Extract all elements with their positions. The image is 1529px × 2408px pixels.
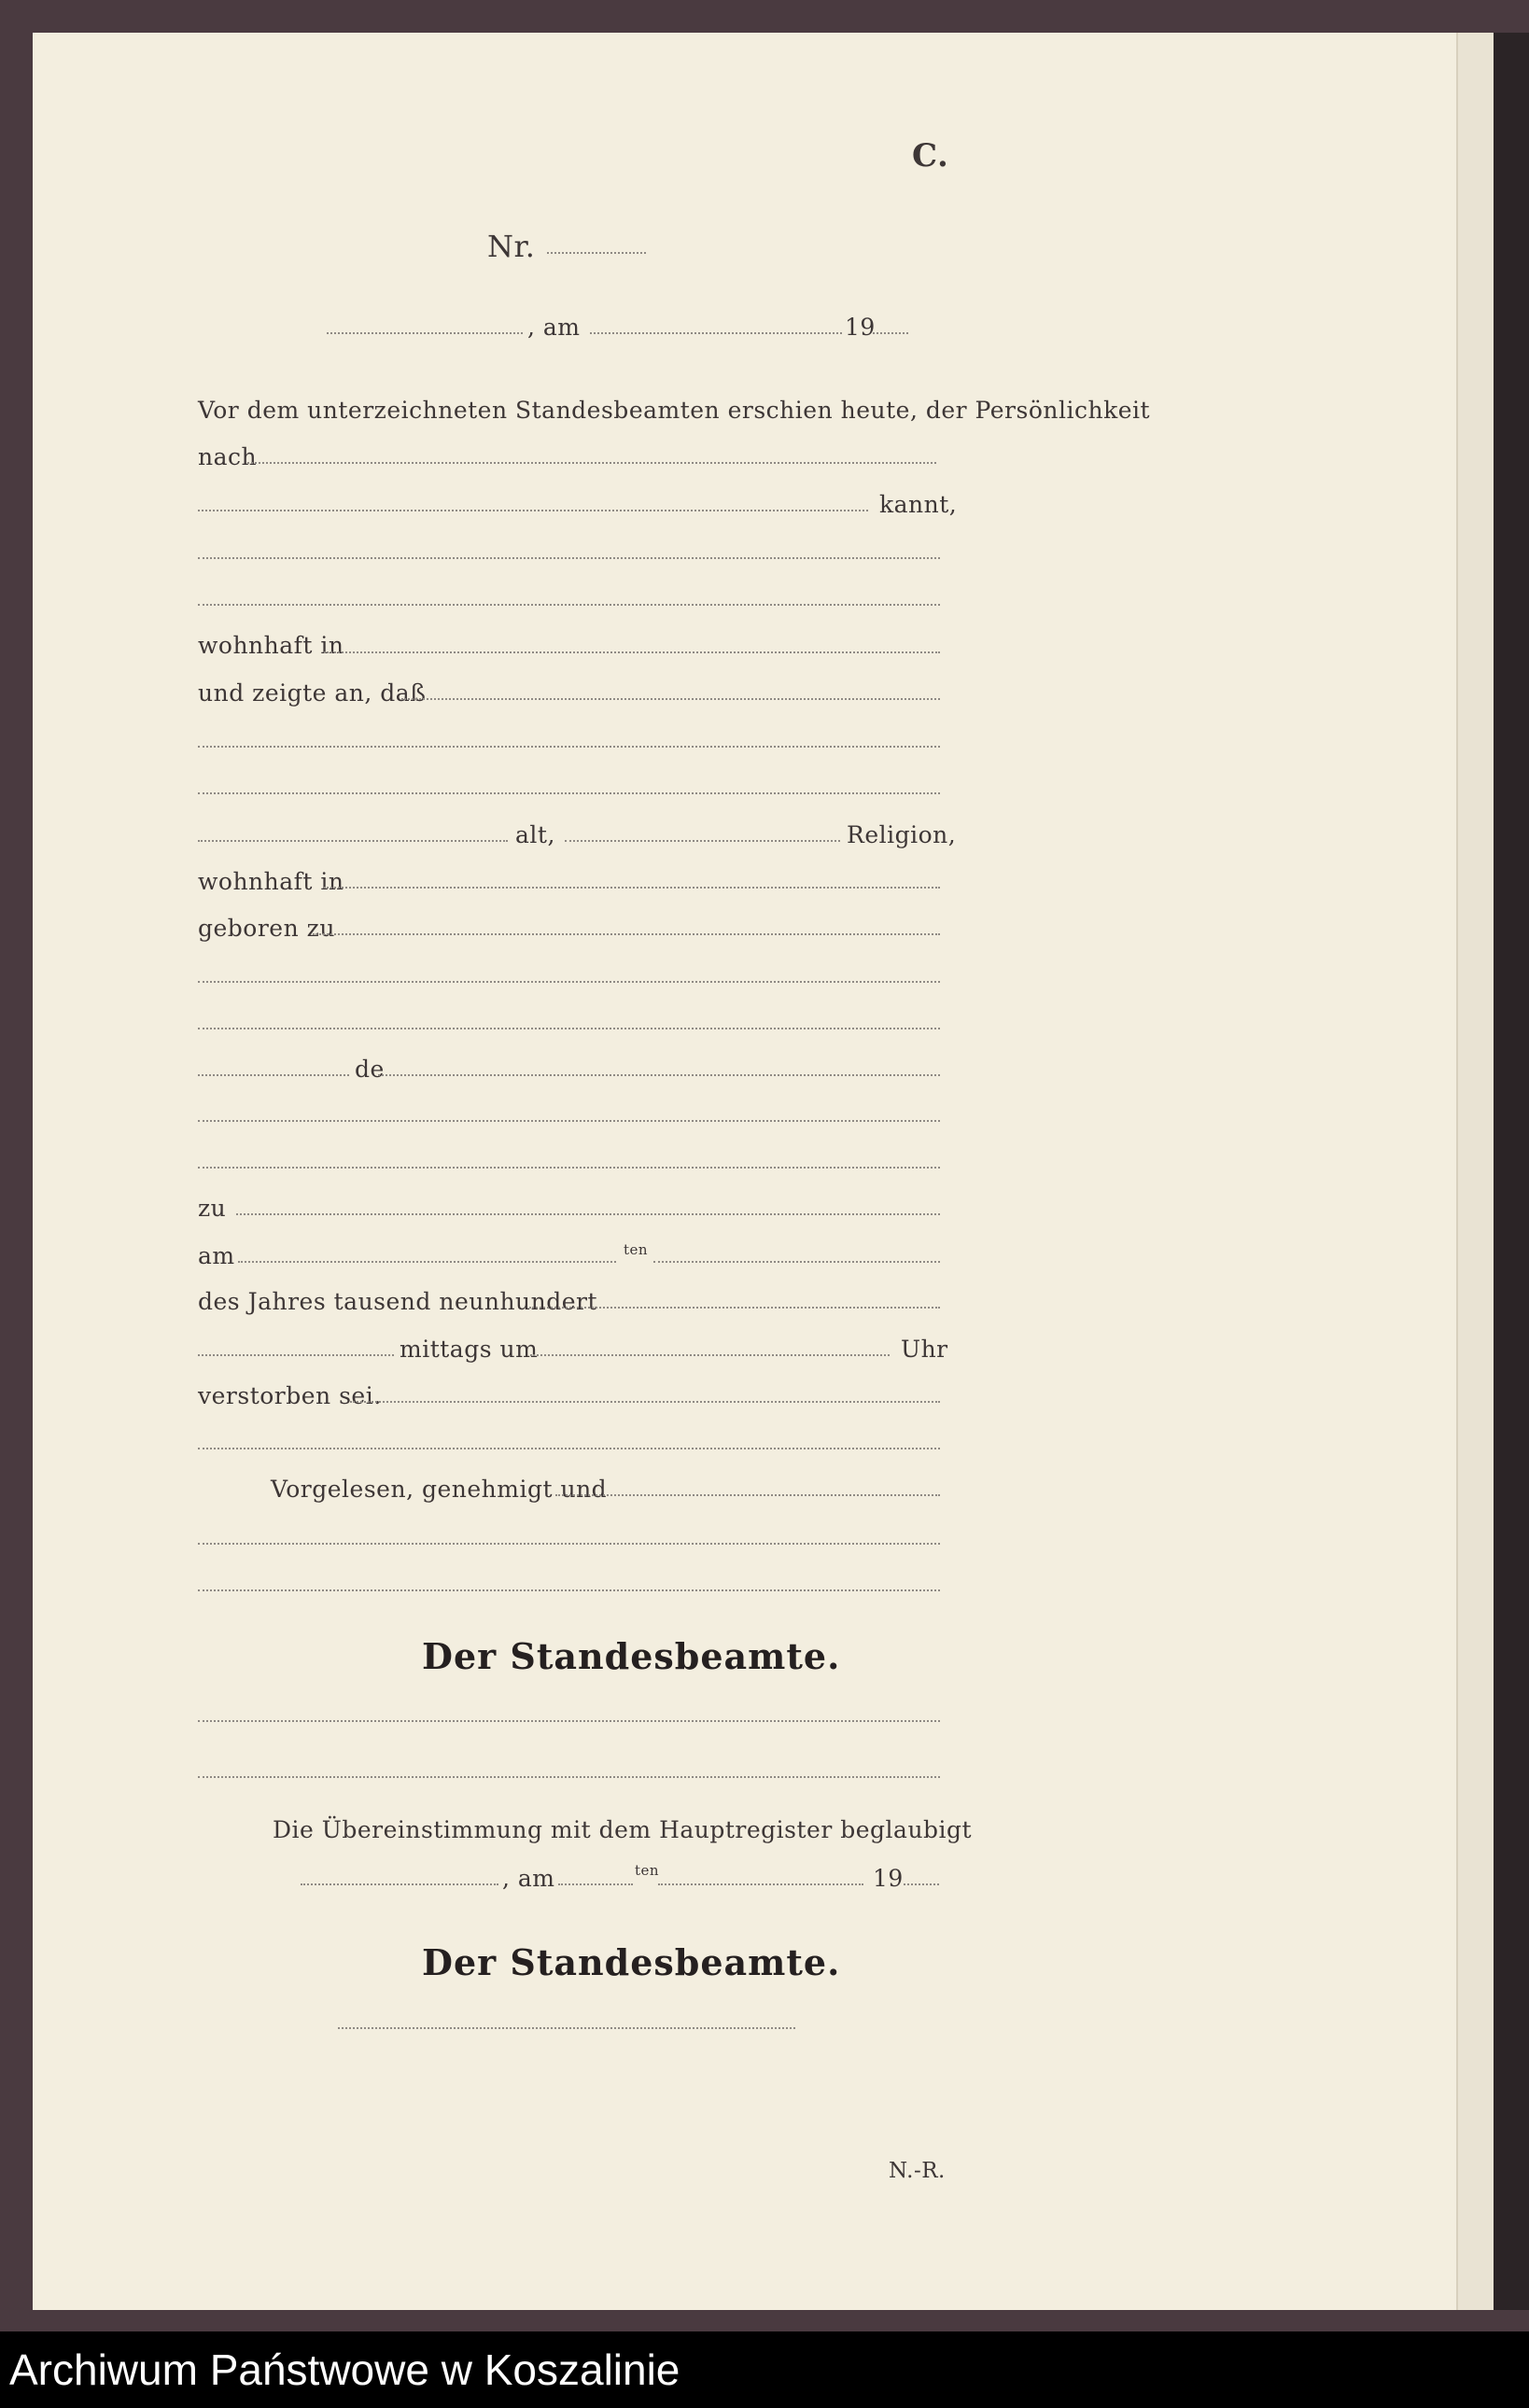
- verstorben-field: [350, 1401, 940, 1403]
- kannt-label: kannt,: [879, 491, 958, 518]
- zu-field: [236, 1213, 940, 1215]
- wohnhaft-field: [324, 651, 940, 653]
- religion-label: Religion,: [847, 821, 957, 848]
- uhr-label: Uhr: [901, 1336, 948, 1363]
- cert-month-field: [658, 1883, 863, 1885]
- am-day-label: am: [198, 1242, 235, 1269]
- place-field: [327, 332, 523, 334]
- archive-footer: Archiwum Państwowe w Koszalinie: [0, 2331, 1529, 2408]
- blank-line-4: [198, 792, 940, 794]
- mittags-label: mittags um: [400, 1336, 539, 1363]
- blank-line-5: [198, 981, 940, 983]
- blank-line-1: [198, 557, 940, 559]
- form-code: N.-R.: [889, 2159, 946, 2183]
- geboren-field: [313, 933, 940, 935]
- ten-suffix: ten: [624, 1241, 649, 1258]
- vorgelesen-field: [555, 1494, 940, 1496]
- wohnhaft-label-2: wohnhaft in: [198, 868, 344, 895]
- hour-field: [530, 1354, 890, 1356]
- day-field: [238, 1261, 616, 1263]
- de-prefix-field: [198, 1074, 349, 1076]
- form-letter: C.: [912, 137, 949, 175]
- zeigte-label: und zeigte an, daß: [198, 679, 427, 707]
- geboren-label: geboren zu: [198, 915, 335, 942]
- cert-signature-line: [338, 2027, 795, 2029]
- kannt-field: [198, 510, 868, 511]
- wohnhaft-label: wohnhaft in: [198, 632, 344, 659]
- nach-field: [247, 462, 936, 464]
- date-field: [590, 332, 842, 334]
- intro-text: Vor dem unterzeichneten Standesbeamten erschien heute, der Persönlichkeit: [198, 397, 1151, 424]
- signature-line-2: [198, 1776, 940, 1778]
- month-field: [653, 1261, 940, 1263]
- nach-label: nach: [198, 443, 258, 470]
- age-field: [198, 840, 508, 842]
- verstorben-label: verstorben sei.: [198, 1382, 382, 1409]
- blank-line-2: [198, 604, 940, 606]
- cert-year-prefix: 19: [873, 1865, 904, 1892]
- zu-label: zu: [198, 1195, 227, 1222]
- blank-line-3: [198, 746, 940, 748]
- wohnhaft-field-2: [324, 887, 940, 889]
- blank-line-7: [198, 1120, 940, 1122]
- year-field: [873, 332, 908, 334]
- am-label: , am: [527, 314, 581, 341]
- blank-line-6: [198, 1028, 940, 1029]
- standesbeamte-heading-2: Der Standesbeamte.: [422, 1941, 841, 1983]
- vorgelesen-label: Vorgelesen, genehmigt und: [271, 1476, 608, 1503]
- de-label: de: [355, 1056, 385, 1083]
- standesbeamte-heading-1: Der Standesbeamte.: [422, 1635, 841, 1677]
- uebereinstimmung-text: Die Übereinstimmung mit dem Hauptregister beglaubigt: [273, 1816, 973, 1843]
- cert-place-field: [301, 1883, 498, 1885]
- blank-line-10: [198, 1543, 940, 1545]
- cert-day-field: [558, 1883, 633, 1885]
- blank-line-11: [198, 1589, 940, 1591]
- blank-line-9: [198, 1448, 940, 1449]
- signature-line-1: [198, 1720, 940, 1722]
- de-field: [378, 1074, 940, 1076]
- nr-label: Nr.: [487, 229, 536, 264]
- jahres-field: [529, 1307, 940, 1309]
- next-page-edge: [1456, 33, 1495, 2310]
- zeigte-field: [401, 698, 940, 700]
- cert-ten-suffix: ten: [635, 1862, 660, 1879]
- cert-year-field: [904, 1883, 939, 1885]
- jahres-label: des Jahres tausend neunhundert: [198, 1288, 598, 1315]
- year-prefix: 19: [845, 314, 876, 341]
- religion-field: [565, 840, 840, 842]
- cert-am-label: , am: [502, 1865, 555, 1892]
- binding-edge: [1494, 33, 1529, 2310]
- alt-label: alt,: [515, 821, 555, 848]
- blank-line-8: [198, 1167, 940, 1169]
- nr-field: [547, 252, 646, 254]
- time-of-day-field: [198, 1354, 394, 1356]
